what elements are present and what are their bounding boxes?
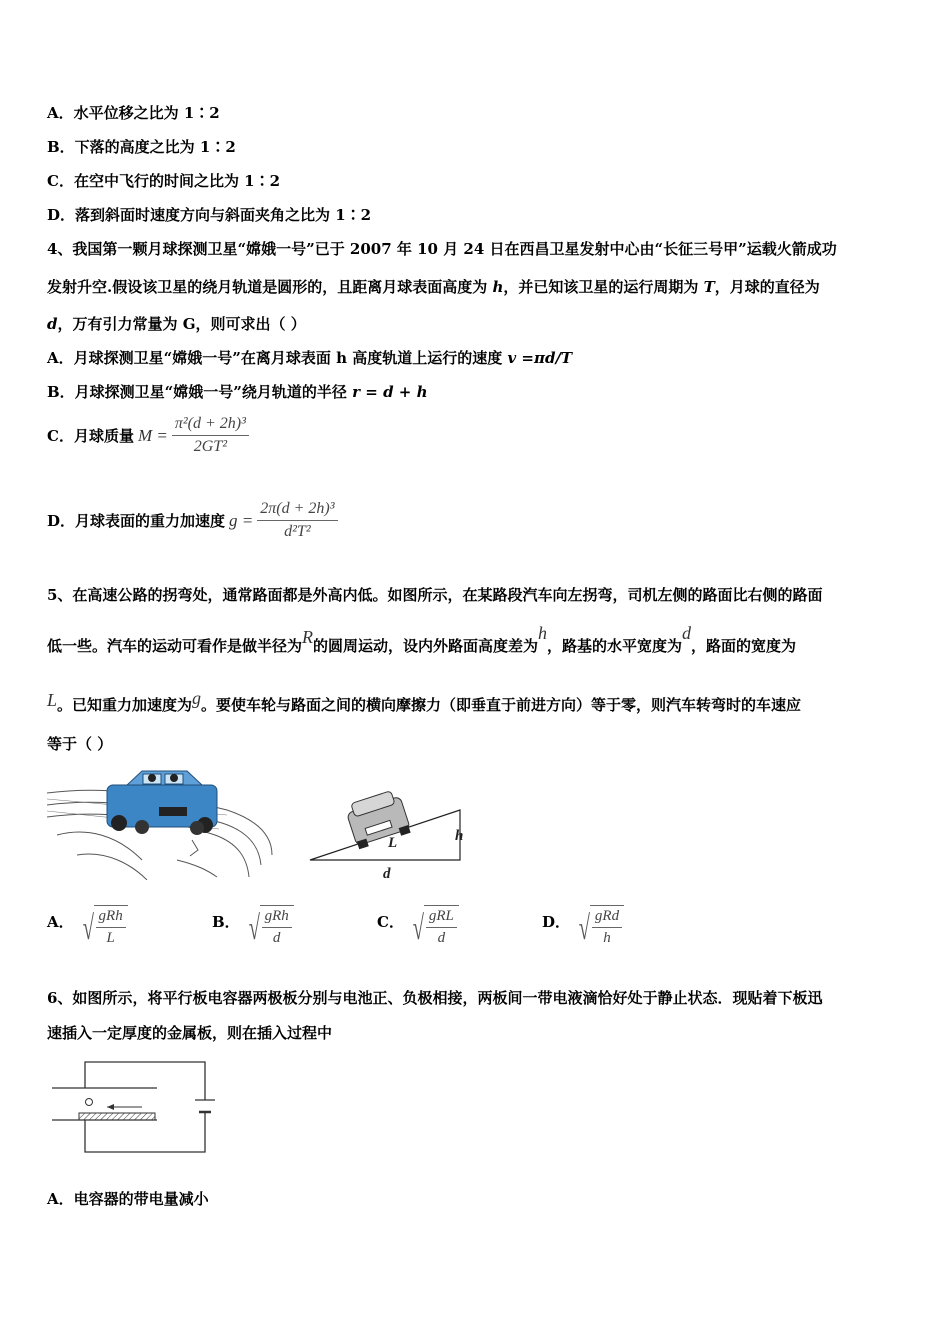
q4-option-d: D．月球表面的重力加速度 g = $\frac{\text{2π(d + 2h)³}}{\text{d²T²}}$ <box>47 500 338 541</box>
q4-stem-line1: 4、我国第一颗月球探测卫星“嫦娥一号”已于 2007 年 10 月 24 日在西昌卫星发射中心由“长征三号甲”运载火箭成功 <box>47 240 837 258</box>
q5-option-b: B． √ $\frac{\text{gRh}}{d}$ <box>212 905 294 953</box>
q6-option-a: A．电容器的带电量减小 <box>47 1190 209 1208</box>
q5-option-a: A． √ $\frac{\text{gRh}}{L}$ <box>47 905 128 953</box>
q4-option-c-formula: $\frac{\text{π²(d + 2h)³}}{\text{2GT²}}$ <box>172 415 249 456</box>
q4-stem-line2: 发射升空.假设该卫星的绕月轨道是圆形的，且距离月球表面高度为 h，并已知该卫星的运行周期为 T，月球的直径为 <box>47 278 820 296</box>
q4-option-c: C．月球质量 M = $\frac{\text{π²(d + 2h)³}}{\text{2GT²}}$ <box>47 415 249 456</box>
figure-label-h: h <box>455 828 464 844</box>
capacitor-circuit-figure <box>47 1060 217 1160</box>
q5-stem-line1: 5、在高速公路的拐弯处，通常路面都是外高内低。如图所示，在某路段汽车向左拐弯，司机左侧的路面比右侧的路面 <box>47 586 823 604</box>
figure-label-L: L <box>388 835 398 851</box>
q6-stem-line1: 6、如图所示，将平行板电容器两极板分别与电池正、负极相接，两板间一带电液滴恰好处于静止状态．现贴着下板迅 <box>47 989 823 1007</box>
curved-road-car-figure <box>47 765 277 880</box>
figure-label-d: d <box>383 866 391 882</box>
q4-option-b: B．月球探测卫星“嫦娥一号”绕月轨道的半径 r = d + h <box>47 383 428 401</box>
q5-stem-line4: 等于（ ） <box>47 735 113 753</box>
inclined-road-figure <box>305 785 475 885</box>
q4-stem-line3: d，万有引力常量为 G，则可求出（ ） <box>47 315 306 333</box>
q5-stem-line3: L。已知重力加速度为g。要使车轮与路面之间的横向摩擦力（即垂直于前进方向）等于零，则汽车转弯时的车速应 <box>47 688 802 714</box>
q3-option-b: B．下落的高度之比为 1∶2 <box>47 138 236 156</box>
q3-option-d: D．落到斜面时速度方向与斜面夹角之比为 1∶2 <box>47 206 372 224</box>
q5-option-c: C． √ $\frac{\text{gRL}}{d}$ <box>377 905 459 953</box>
q3-option-a: A．水平位移之比为 1∶2 <box>47 104 220 122</box>
q4-option-a: A．月球探测卫星“嫦娥一号”在离月球表面 h 高度轨道上运行的速度 v =πd/T <box>47 349 573 367</box>
q5-option-d: D． √ $\frac{\text{gRd}}{h}$ <box>542 905 624 953</box>
q5-stem-line2: 低一些。汽车的运动可看作是做半径为R的圆周运动，设内外路面高度差为h，路基的水平宽度为d，路面的宽度为 <box>47 623 797 655</box>
q3-option-c: C．在空中飞行的时间之比为 1∶2 <box>47 172 281 190</box>
q4-option-d-formula: $\frac{\text{2π(d + 2h)³}}{\text{d²T²}}$ <box>257 500 337 541</box>
q6-stem-line2: 速插入一定厚度的金属板，则在插入过程中 <box>47 1024 333 1042</box>
